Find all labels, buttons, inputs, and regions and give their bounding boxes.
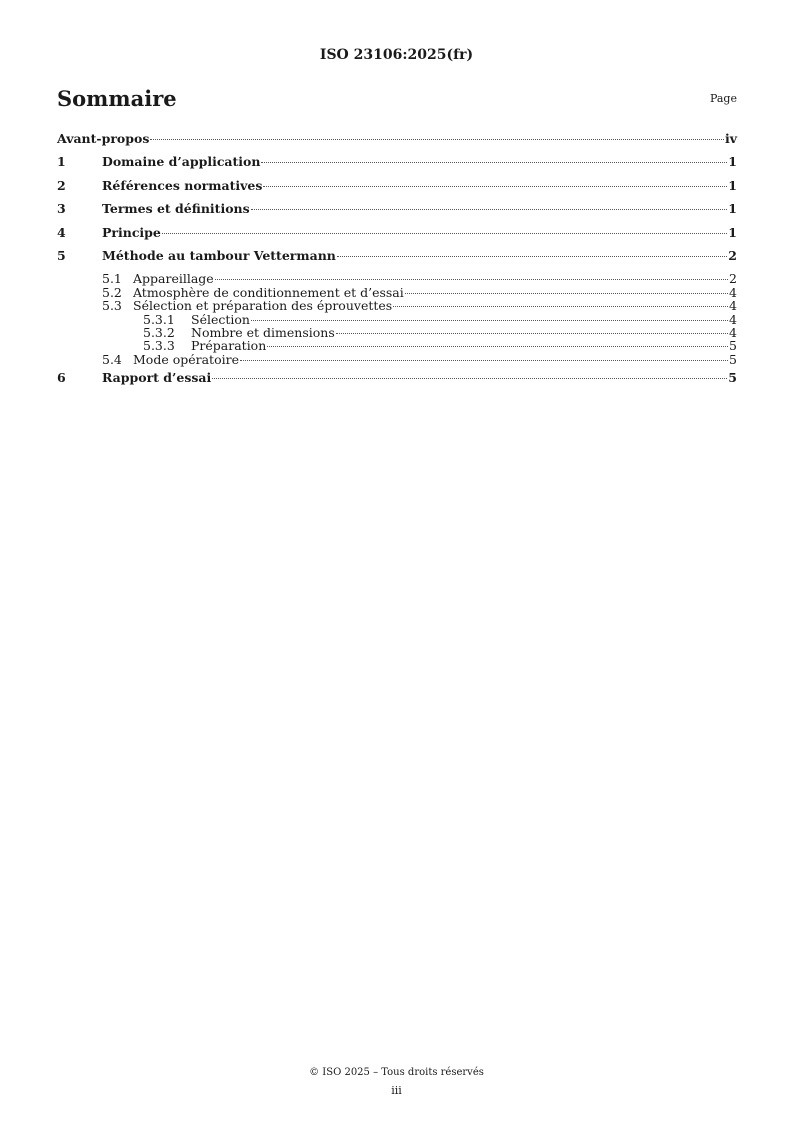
toc-entry-5-4[interactable] xyxy=(57,352,737,365)
toc-entry-2[interactable] xyxy=(57,178,737,201)
dot-leader xyxy=(212,378,727,379)
dot-leader xyxy=(150,139,724,140)
dot-leader xyxy=(251,209,728,210)
toc-entry-page: 5 xyxy=(728,370,737,386)
dot-leader xyxy=(263,186,727,187)
toc-entry-page: 4 xyxy=(729,324,737,340)
toc-entry-4[interactable] xyxy=(57,225,737,248)
copyright-notice: © ISO 2025 – Tous droits réservés xyxy=(309,1067,484,1078)
dot-leader xyxy=(267,346,728,347)
toc-entry-title: Rapport d’essai xyxy=(102,370,212,386)
toc-entry-title: Domaine d’application xyxy=(102,154,261,170)
toc-entry-number: 2 xyxy=(57,177,66,193)
toc-entry-5-1[interactable] xyxy=(57,271,737,287)
toc-entry-page: 2 xyxy=(728,247,737,263)
dot-leader xyxy=(215,279,728,280)
dot-leader xyxy=(162,233,727,234)
toc-entry-page: 4 xyxy=(729,311,737,327)
toc-entry-5[interactable] xyxy=(57,248,737,271)
dot-leader xyxy=(251,320,728,321)
toc-entry-title: Mode opératoire xyxy=(133,351,239,367)
toc-heading: Sommaire xyxy=(57,86,177,111)
toc-entry-page: 5 xyxy=(729,338,737,354)
toc-entry-number: 1 xyxy=(57,154,66,170)
toc-entry-number: 5 xyxy=(57,247,66,263)
toc-entry-title: Principe xyxy=(102,224,161,240)
toc-entry-title: Atmosphère de conditionnement et d’essai xyxy=(133,284,404,300)
toc-entry-5-3-2[interactable] xyxy=(57,325,737,338)
dot-leader xyxy=(405,293,728,294)
toc-entry-1[interactable] xyxy=(57,154,737,177)
toc-entry-number: 5.4 xyxy=(102,351,122,367)
toc-entry-number: 5.3 xyxy=(102,298,122,314)
toc-heading-row xyxy=(57,86,737,114)
toc-entry-number: 5.3.1 xyxy=(143,311,175,327)
toc-entry-title: Préparation xyxy=(191,338,267,354)
toc-entry-3[interactable] xyxy=(57,201,737,224)
toc-entry-6[interactable] xyxy=(57,370,737,393)
toc-entry-number: 6 xyxy=(57,370,66,386)
toc-entry-5-2[interactable] xyxy=(57,285,737,298)
toc-entry-foreword[interactable] xyxy=(57,131,737,154)
toc-entry-title: Méthode au tambour Vettermann xyxy=(102,247,336,263)
table-of-contents xyxy=(57,131,737,393)
toc-entry-number: 4 xyxy=(57,224,66,240)
toc-entry-page: 4 xyxy=(729,284,737,300)
toc-entry-page: 5 xyxy=(729,351,737,367)
toc-entry-page: 1 xyxy=(728,154,737,170)
document-id-header: ISO 23106:2025(fr) xyxy=(319,47,474,63)
dot-leader xyxy=(337,256,727,257)
dot-leader xyxy=(393,306,728,307)
toc-entry-number: 5.2 xyxy=(102,284,122,300)
toc-entry-title: Appareillage xyxy=(133,271,214,287)
dot-leader xyxy=(261,162,727,163)
toc-entry-number: 3 xyxy=(57,201,66,217)
toc-entry-page: 4 xyxy=(729,298,737,314)
toc-entry-title: Sélection et préparation des éprouvettes xyxy=(133,298,393,314)
dot-leader xyxy=(240,360,728,361)
page-number: iii xyxy=(391,1084,402,1097)
toc-entry-title: Termes et définitions xyxy=(102,201,250,217)
toc-entry-number: 5.3.3 xyxy=(143,338,175,354)
toc-entry-title: Nombre et dimensions xyxy=(191,324,335,340)
page-column-label: Page xyxy=(709,92,737,105)
toc-entry-page: 1 xyxy=(728,224,737,240)
toc-entry-5-3[interactable] xyxy=(57,298,737,314)
toc-entry-number: 5.3.2 xyxy=(143,324,175,340)
toc-entry-page: 1 xyxy=(728,201,737,217)
toc-entry-5-3-1[interactable] xyxy=(57,312,737,325)
toc-entry-number: 5.1 xyxy=(102,271,122,287)
toc-entry-page: 1 xyxy=(728,177,737,193)
toc-entry-title: Sélection xyxy=(191,311,250,327)
toc-entry-page: iv xyxy=(724,131,737,146)
toc-entry-5-3-3[interactable] xyxy=(57,338,737,354)
toc-entry-title: Références normatives xyxy=(102,177,263,193)
toc-entry-page: 2 xyxy=(729,271,737,287)
toc-entry-title: Avant-propos xyxy=(57,131,150,146)
dot-leader xyxy=(336,333,728,334)
